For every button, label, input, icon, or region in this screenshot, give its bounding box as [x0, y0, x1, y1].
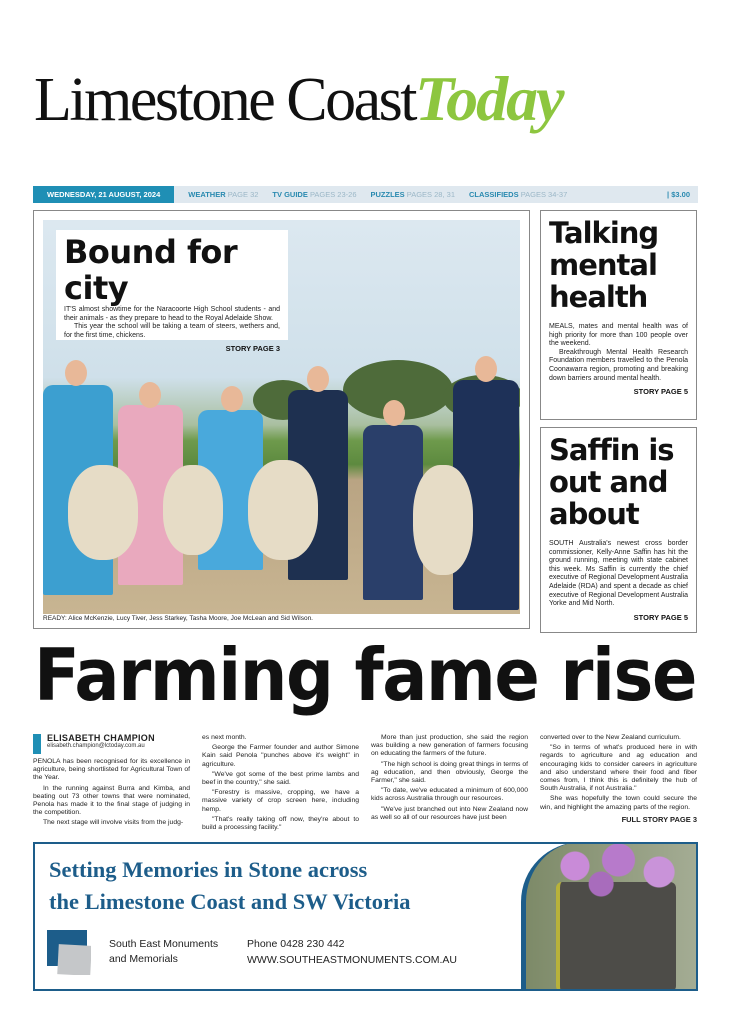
- side-story-link[interactable]: STORY PAGE 5: [633, 612, 688, 622]
- main-headline: Farming fame rise: [34, 633, 697, 717]
- photo-caption: READY: Alice McKenzie, Lucy Tiver, Jess Starkey, Tasha Moore, Joe McLean and Sid Wilson.: [43, 615, 313, 622]
- advertisement[interactable]: [33, 842, 698, 991]
- masthead-part2: Today: [414, 63, 563, 134]
- ad-line: Setting Memories in Stone across: [49, 857, 368, 882]
- lead-paragraph: IT'S almost showtime for the Naracoorte High School students - and their animals - as they prepare to head to the Royal Adelaide Show.: [64, 306, 280, 322]
- flowers-image: [546, 842, 691, 902]
- issue-date: WEDNESDAY, 21 AUGUST, 2024: [33, 186, 174, 203]
- ad-headline: [49, 854, 410, 918]
- main-story-columns: [33, 734, 698, 834]
- nav-pages: PAGES 23-26: [309, 190, 357, 199]
- side-story-paragraph: MEALS, mates and mental health was of high priority for more than 100 people over the weekend.: [549, 323, 688, 348]
- nav-classifieds[interactable]: [469, 190, 567, 199]
- nav-pages: PAGES 28, 31: [406, 190, 455, 199]
- byline: [33, 734, 190, 754]
- price: | $3.00: [667, 190, 690, 199]
- lead-title: Bound for city: [64, 233, 238, 307]
- section-navbar: [33, 186, 698, 203]
- monuments-logo-icon: [47, 930, 91, 975]
- company-line: South East Monuments: [109, 938, 219, 950]
- author-name: ELISABETH CHAMPION: [47, 733, 155, 743]
- paragraph: "That's really taking off now, they're about to build a processing facility.": [202, 815, 359, 832]
- paragraph: She was hopefully the town could secure the win, and highlight the amazing parts of the region.: [540, 795, 697, 811]
- paragraph: "Forestry is massive, cropping, we have a massive variety of crop screen here, including hemp.: [202, 789, 359, 813]
- lead-story-link[interactable]: STORY PAGE 3: [225, 344, 280, 354]
- side-story-link[interactable]: STORY PAGE 5: [633, 387, 688, 397]
- author-email[interactable]: elisabeth.champion@lctoday.com.au: [47, 743, 145, 750]
- paragraph: George the Farmer founder and author Simone Kain said Penola "punches above it's weight" in agriculture.: [202, 744, 359, 768]
- paragraph: "We've got some of the best prime lambs and beef in the country," she said.: [202, 770, 359, 787]
- side-story-paragraph: SOUTH Australia's newest cross border commissioner, Kelly-Anne Saffin has hit the ground running, meeting with state cabinet this week. Ms Saffin is currently the chief executive of Regional Development Australia Adelaide (RDA) and spent a decade as chief executive of Regional Development Australia Yorke and Mid North.: [549, 540, 688, 608]
- nav-weather[interactable]: [188, 190, 258, 199]
- paragraph: "We've just branched out into New Zealand now as well so all of our resources have just been: [371, 805, 528, 821]
- nav-label: WEATHER: [188, 190, 226, 199]
- nav-label: PUZZLES: [370, 190, 405, 199]
- paragraph: More than just production, she said the region was building a new generation of farmers focusing on educating the farmers of the future.: [371, 734, 528, 758]
- full-story-link[interactable]: FULL STORY PAGE 3: [621, 814, 697, 824]
- ad-contact: [247, 936, 457, 968]
- side-story-mental-health: [540, 210, 697, 420]
- nav-tv-guide[interactable]: [272, 190, 356, 199]
- ad-photo: [521, 842, 698, 991]
- lead-teaser: [56, 230, 288, 354]
- nav-label: CLASSIFIEDS: [469, 190, 519, 199]
- nav-puzzles[interactable]: [371, 190, 456, 199]
- paragraph: converted over to the New Zealand curriculum.: [540, 734, 681, 741]
- ad-line: the Limestone Coast and SW Victoria: [49, 889, 411, 914]
- nav-pages: PAGE 32: [227, 190, 259, 199]
- ad-phone[interactable]: Phone 0428 230 442: [247, 938, 345, 950]
- column-3: [371, 734, 528, 834]
- side-story-title: Talking mental health: [549, 216, 659, 314]
- side-story-title: Saffin is out and about: [549, 433, 674, 531]
- paragraph: "The high school is doing great things in terms of ag education, and then obviously, George the Farmer," she said.: [371, 760, 528, 785]
- ad-website[interactable]: WWW.SOUTHEASTMONUMENTS.COM.AU: [247, 954, 457, 966]
- column-1: [33, 734, 190, 834]
- side-story-paragraph: Breakthrough Mental Health Research Foundation members travelled to the Penola Coonawarra region, promoting and breaking down barriers around mental health.: [549, 348, 688, 382]
- nav-pages: PAGES 34-37: [520, 190, 568, 199]
- ad-company: [109, 937, 218, 967]
- paragraph: es next month.: [202, 734, 247, 741]
- lead-paragraph: This year the school will be taking a team of steers, wethers and, for the first time, chickens.: [64, 323, 280, 339]
- side-story-saffin: [540, 427, 697, 633]
- paragraph: The next stage will involve visits from the judg-: [43, 819, 184, 827]
- byline-accent: [33, 734, 41, 754]
- paragraph: PENOLA has been recognised for its excellence in agriculture, being shortlisted for Agricultural Town of the Year.: [33, 758, 190, 782]
- masthead-part1: Limestone Coast: [34, 66, 415, 134]
- nav-label: TV GUIDE: [272, 190, 308, 199]
- column-4: [540, 734, 697, 834]
- company-line: and Memorials: [109, 953, 178, 965]
- masthead-logo: [34, 62, 704, 142]
- paragraph: In the running against Burra and Kimba, and beating out 73 other towns that were nominated, Penola has made it to the final stage of judging in the competition.: [33, 784, 190, 817]
- column-2: [202, 734, 359, 834]
- paragraph: "To date, we've educated a minimum of 600,000 kids across Australia through our resources.: [371, 787, 528, 803]
- paragraph: "So in terms of what's produced here in with regards to agriculture and ag education and encouraging kids to consider careers in agriculture and also understand where their food and fiber comes from, I think this is definitely the hub of South Australia, if not Australia.": [540, 744, 697, 793]
